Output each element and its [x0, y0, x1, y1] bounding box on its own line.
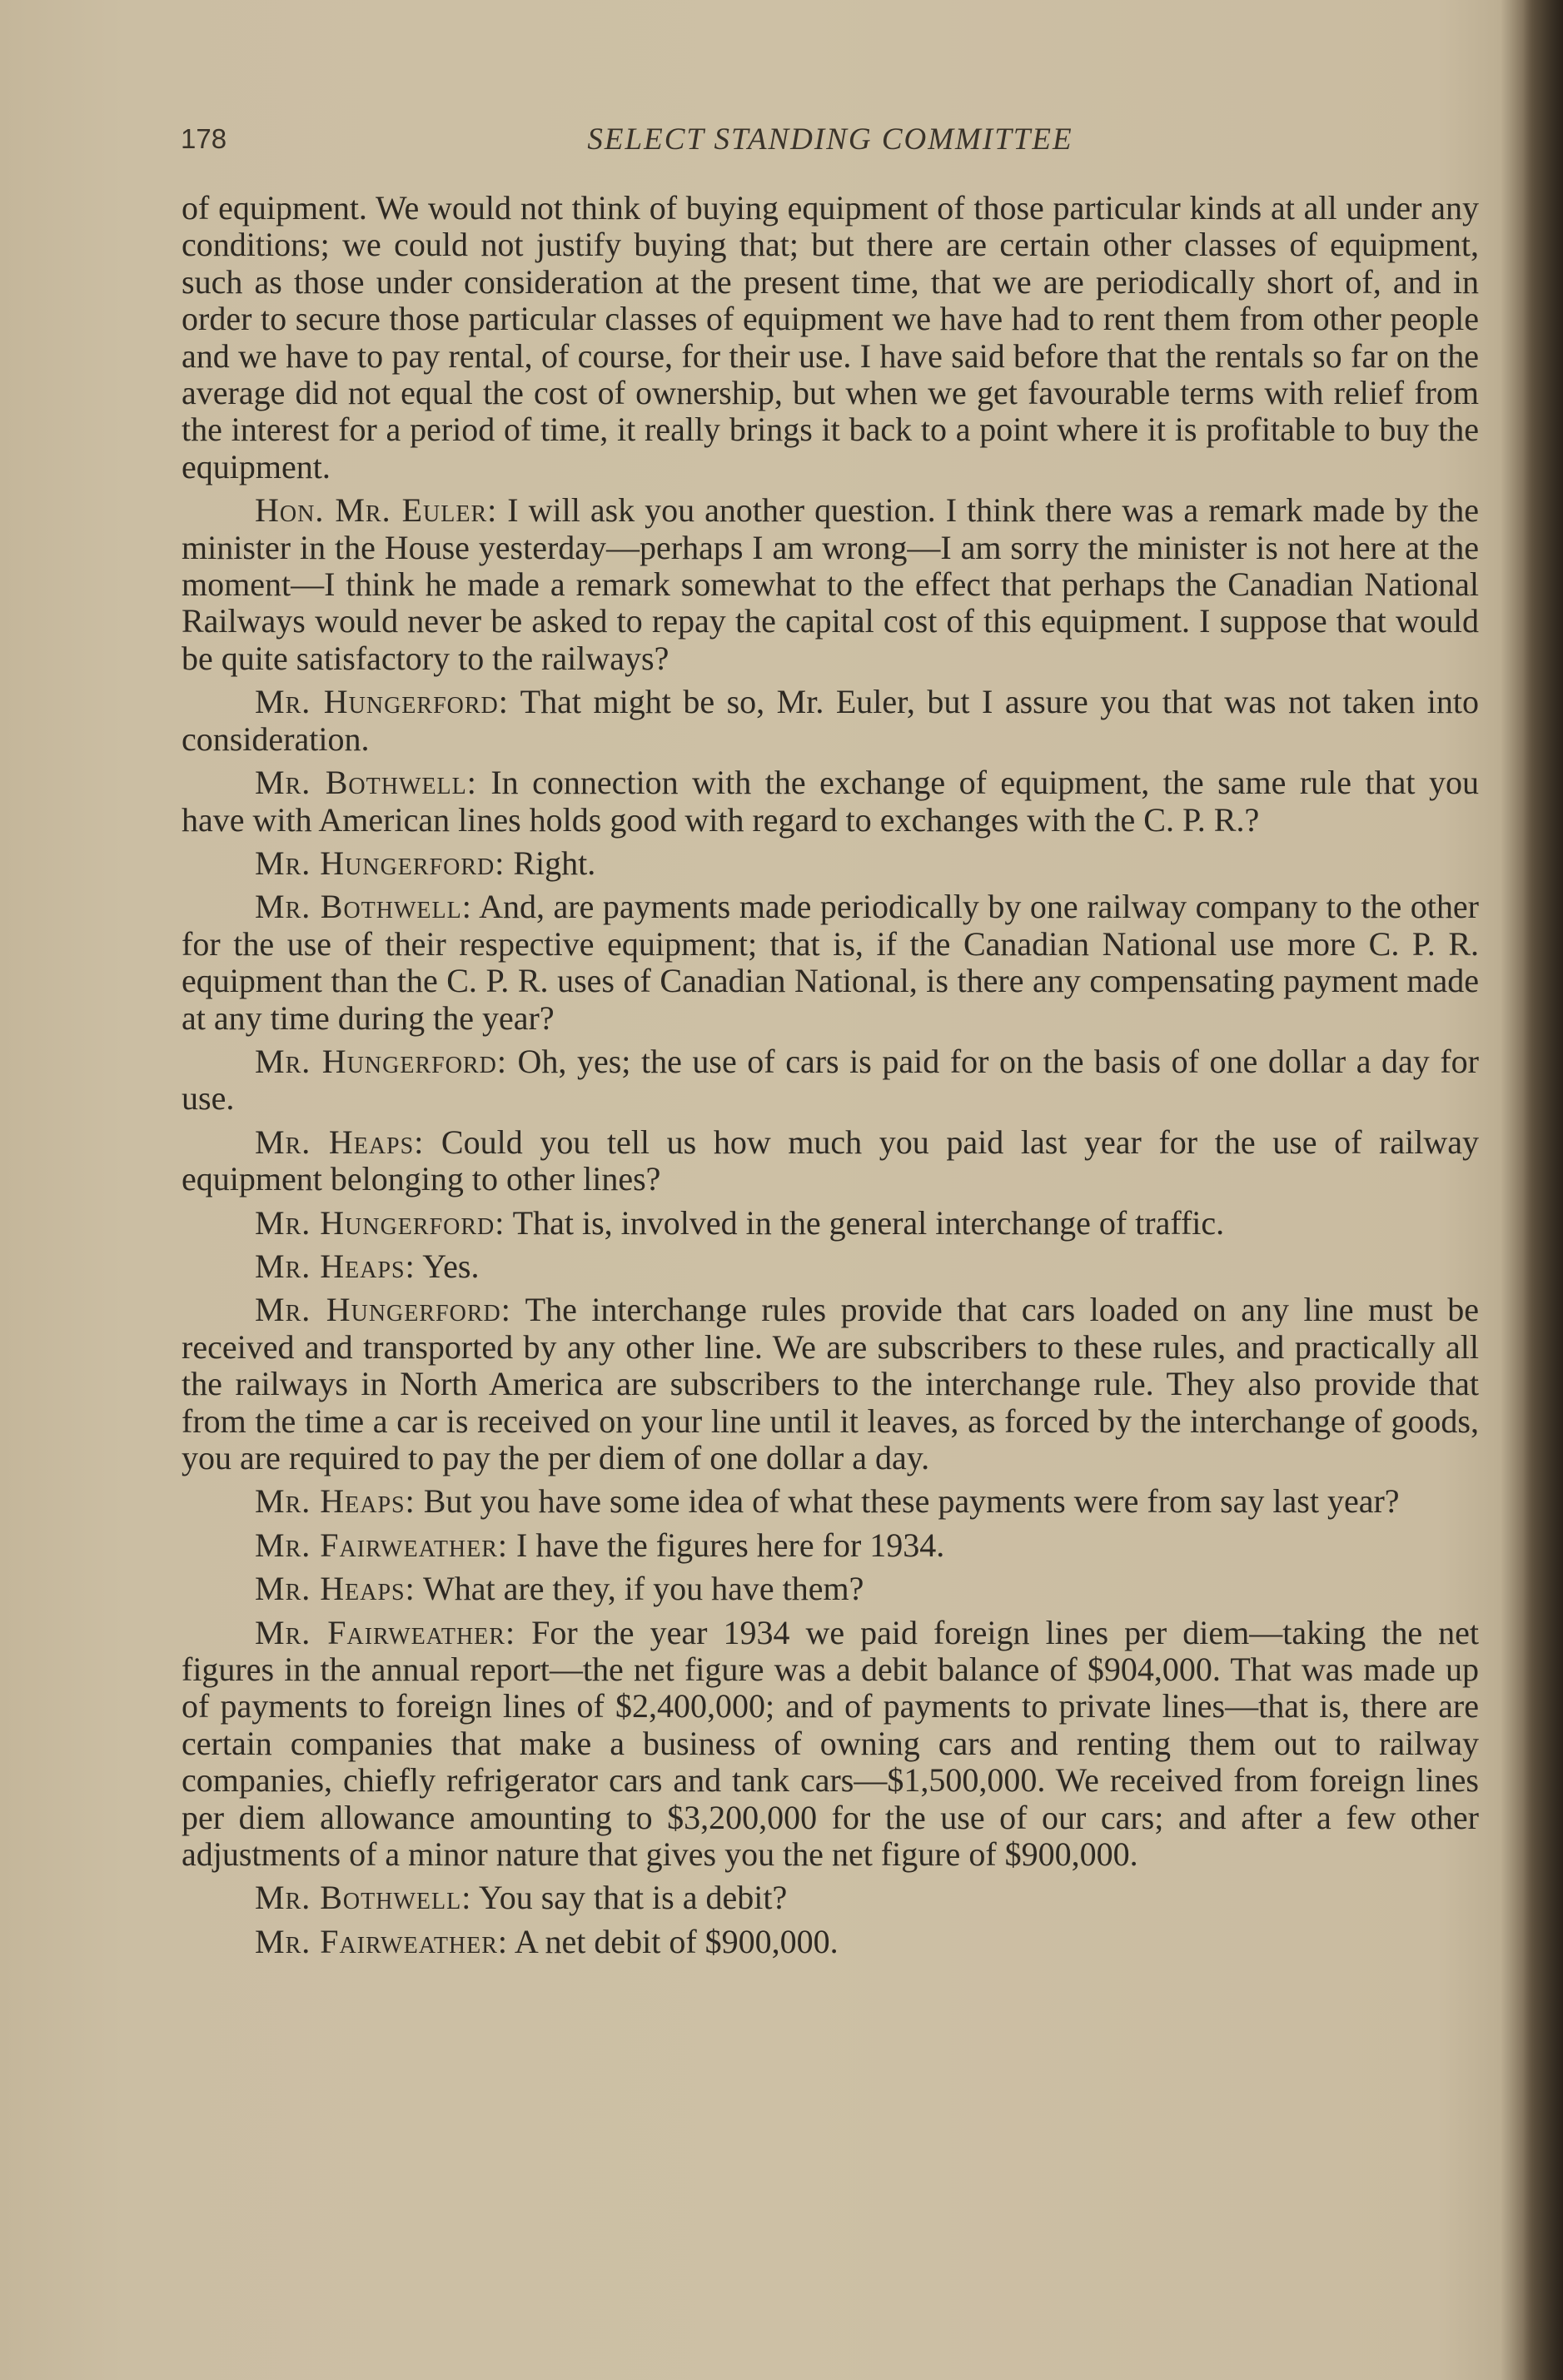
- page-number: 178: [181, 123, 227, 154]
- paragraph: [182, 1880, 1479, 1916]
- speaker-name: Mr. Hungerford:: [255, 683, 509, 721]
- speaker-name: Mr. Hungerford:: [255, 1042, 507, 1080]
- page-binding-shadow: [1523, 0, 1563, 2380]
- speaker-name: Mr. Hungerford:: [255, 1291, 511, 1329]
- paragraph-text: Right.: [505, 844, 596, 882]
- speaker-name: Mr. Bothwell:: [255, 1879, 472, 1917]
- paragraph-text: That might be so, Mr. Euler, but I assure you that was not taken into consideration.: [182, 683, 1480, 758]
- paragraph: [182, 1124, 1479, 1198]
- paragraph-text: You say that is a debit?: [471, 1879, 788, 1917]
- speaker-name: Mr. Hungerford:: [255, 844, 505, 882]
- speaker-name: Mr. Bothwell:: [255, 888, 472, 926]
- paragraph: [182, 1615, 1479, 1874]
- paragraph-text: The interchange rules provide that cars loaded on any line must be received and transported by any other line. We are subscribers to these rules, and practically all the railways in North America are subscribers to the interchange rule. They also provide that from the time a car is received on your line until it leaves, as forced by the interchange of goods, you are required to pay the per diem of one dollar a day.: [182, 1291, 1480, 1476]
- paragraph-text: What are they, if you have them?: [415, 1570, 864, 1608]
- speaker-name: Mr. Heaps:: [255, 1482, 416, 1521]
- speaker-name: Mr. Hungerford:: [255, 1203, 505, 1242]
- paragraph-text: In connection with the exchange of equipment, the same rule that you have with American lines holds good with regard to exchanges with the C. P. R.?: [182, 764, 1479, 839]
- paragraph-text: But you have some idea of what these payments were from say last year?: [415, 1482, 1400, 1521]
- paragraph: [182, 764, 1479, 839]
- paragraph-text: Oh, yes; the use of cars is paid for on the basis of one dollar a day for use.: [182, 1042, 1479, 1118]
- page-header: [181, 123, 1480, 160]
- paragraph: [182, 1924, 1479, 1960]
- paragraph: [182, 1571, 1479, 1607]
- paragraph-text: That is, involved in the general interchange of traffic.: [505, 1203, 1225, 1242]
- speaker-name: Hon. Mr. Euler:: [255, 491, 498, 530]
- paragraph: [182, 845, 1479, 882]
- speaker-name: Mr. Fairweather:: [255, 1526, 509, 1564]
- speaker-name: Mr. Fairweather:: [255, 1922, 509, 1960]
- speaker-name: Mr. Fairweather:: [255, 1613, 516, 1651]
- speaker-name: Mr. Heaps:: [255, 1570, 416, 1608]
- paragraph-text: And, are payments made periodically by one railway company to the other for the use of their respective equipment; that is, if the Canadian National use more C. P. R. equipment than the C. P. R. uses of Canadian National, is there any compensating payment made at any time during the year?: [182, 888, 1479, 1037]
- transcript-body: [182, 190, 1479, 1967]
- running-head: SELECT STANDING COMMITTEE: [587, 122, 1073, 157]
- paragraph-text: Could you tell us how much you paid last year for the use of railway equipment belonging to other lines?: [182, 1123, 1479, 1198]
- paragraph: [182, 684, 1479, 758]
- paragraph-text: Yes.: [415, 1247, 480, 1285]
- paragraph: [182, 1205, 1479, 1242]
- paragraph-text: of equipment. We would not think of buying equipment of those particular kinds at all under any conditions; we could not justify buying that; but there are certain other classes of equipment, such as those under consideration at the present time, that we are periodically short of, and in order to secure those particular classes of equipment we have had to rent them from other people and we have to pay rental, of course, for their use. I have said before that the rentals so far on the average did not equal the cost of ownership, but when we get favourable terms with relief from the interest for a period of time, it really brings it back to a point where it is profitable to buy the equipment.: [182, 189, 1479, 485]
- paragraph: [182, 1527, 1479, 1564]
- paragraph-text: A net debit of $900,000.: [508, 1922, 839, 1960]
- paragraph-text: For the year 1934 we paid foreign lines per diem—taking the net figures in the annual report—the net figure was a debit balance of $904,000. That was made up of payments to foreign lines of $2,400,000; and of payments to private lines—that is, there are certain companies that make a business of owning cars and renting them out to railway companies, chiefly refrigerator cars and tank cars—$1,500,000. We received from foreign lines per diem allowance amounting to $3,200,000 for the use of our cars; and after a few other adjustments of a minor nature that gives you the net figure of $900,000.: [182, 1613, 1480, 1874]
- paragraph: [182, 1483, 1479, 1520]
- paragraph-text: I will ask you another question. I think there was a remark made by the minister in the House yesterday—perhaps I am wrong—I am sorry the minister is not here at the moment—I think he made a remark somewhat to the effect that perhaps the Canadian National Railways would never be asked to repay the capital cost of this equipment. I suppose that would be quite satisfactory to the railways?: [182, 491, 1479, 677]
- speaker-name: Mr. Bothwell:: [255, 764, 477, 802]
- paragraph-text: I have the figures here for 1934.: [508, 1526, 945, 1564]
- speaker-name: Mr. Heaps:: [255, 1123, 425, 1161]
- paragraph: [182, 492, 1479, 677]
- paragraph: [182, 1292, 1479, 1476]
- speaker-name: Mr. Heaps:: [255, 1247, 416, 1285]
- paragraph: [182, 1043, 1479, 1118]
- paragraph: [182, 190, 1479, 485]
- paragraph: [182, 889, 1479, 1037]
- paragraph: [182, 1248, 1479, 1285]
